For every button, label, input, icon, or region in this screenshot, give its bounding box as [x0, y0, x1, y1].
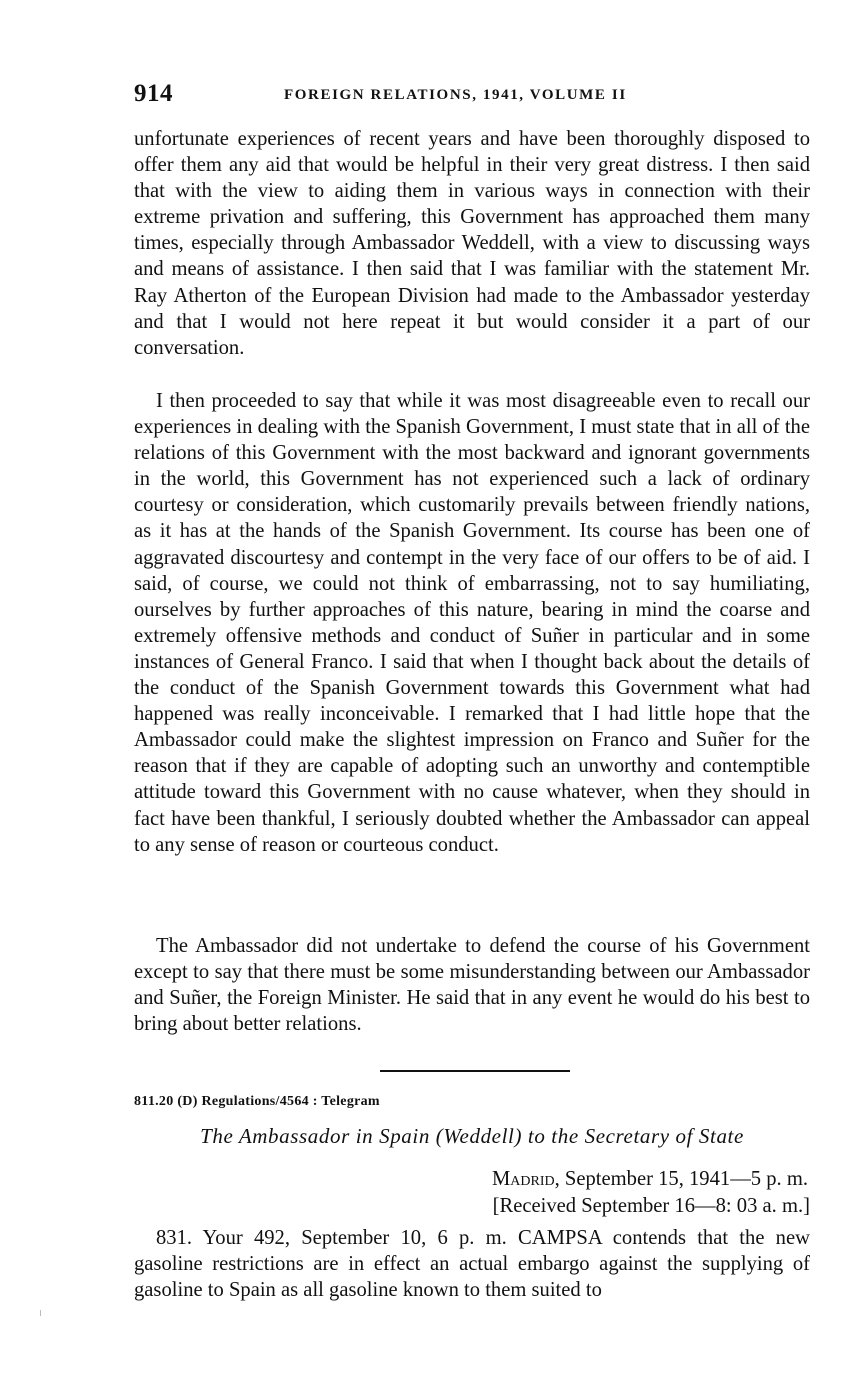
page-header — [134, 80, 810, 112]
section-divider — [380, 1070, 570, 1072]
margin-mark — [40, 1310, 41, 1316]
body-paragraph-3: The Ambassador did not undertake to defend the course of his Government except to say that there must be some misunderstanding between our Ambassador and Suñer, the Foreign Minister. He said that in any event he would do his best to bring about better relations. — [134, 935, 810, 1036]
file-reference: 811.20 (D) Regulations/4564 : Telegram — [134, 1094, 380, 1109]
dateline-place: Madrid — [491, 1168, 555, 1190]
page-number: 914 — [134, 80, 173, 107]
received-line: [Received September 16—8: 03 a. m.] — [492, 1195, 810, 1217]
body-paragraph-1: unfortunate experiences of recent years and have been thoroughly disposed to offer them any aid that would be helpful in their very great distress. I then said that with the view to aiding them in various ways in connection with their extreme privation and suffering, this Government has approached them many times, especially through Ambassador Weddell, with a view to discussing ways and means of assistance. I then said that I was familiar with the statement Mr. Ray Atherton of the European Division had made to the Ambassador yesterday and that I would not here repeat it but would consider it a part of our conversation. — [134, 128, 810, 359]
dateline-date: , September 15, 1941—5 p. m. — [554, 1168, 808, 1190]
running-head: FOREIGN RELATIONS, 1941, VOLUME II — [284, 87, 627, 103]
body-paragraph-2: I then proceeded to say that while it was most disagreeable even to recall our experiences in dealing with the Spanish Government, I must state that in all of the relations of this Government with the most backward and ignorant governments in the world, this Government has not experienced such a lack of ordinary courtesy or consideration, which customarily prevails between friendly nations, as it has at the hands of the Spanish Government. Its course has been one of aggravated discourtesy and contempt in the very face of our offers to be of aid. I said, of course, we could not think of embarrassing, not to say humiliating, ourselves by further approaches of this nature, bearing in mind the coarse and extremely offensive methods and conduct of Suñer in particular and in some instances of General Franco. I said that when I thought back about the details of the conduct of the Spanish Government towards this Government what had happened was really inconceivable. I remarked that I had little hope that the Ambassador could make the slightest impression on Franco and Suñer for the reason that if they are capable of adopting such an unworthy and contemptible attitude toward this Government with no cause whatever, when they should in fact have been thankful, I seriously doubted whether the Ambassador can appeal to any sense of reason or courteous conduct. — [134, 390, 810, 856]
document-title: The Ambassador in Spain (Weddell) to the Secretary of State — [200, 1124, 744, 1148]
dateline — [492, 1168, 808, 1191]
telegram-paragraph: 831. Your 492, September 10, 6 p. m. CAMPSA contends that the new gasoline restrictions are in effect an actual embargo against the supplying of gasoline to Spain as all gasoline known to them suited to — [134, 1227, 810, 1302]
